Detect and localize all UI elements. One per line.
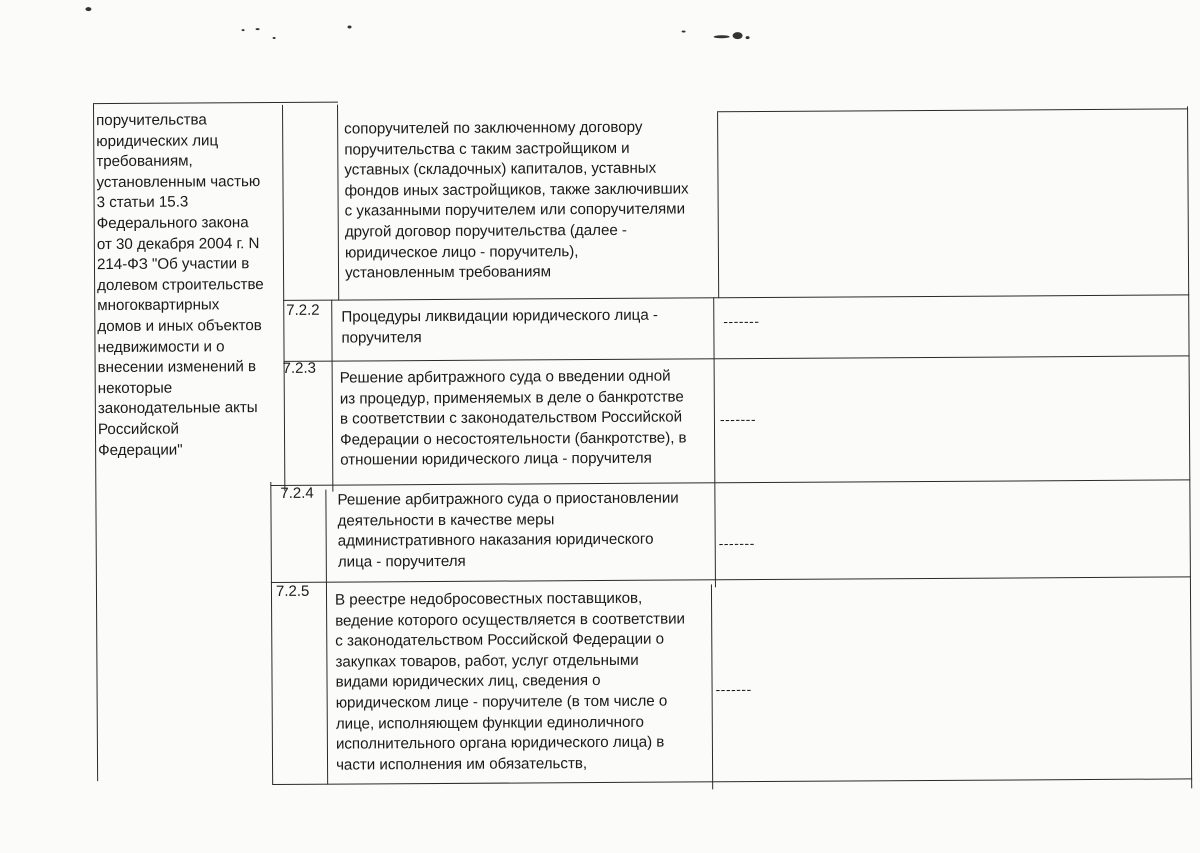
row-value: ------- <box>719 411 757 428</box>
row-separator <box>283 294 1189 301</box>
scan-specks <box>0 0 1197 4</box>
row-separator <box>270 479 1190 486</box>
row-value: ------- <box>718 535 755 552</box>
row-description: В реестре недобросовестных поставщиков, ведение которого осуществляется в соответствии с законодательством Российской Федерации о закупках товаров, работ, услуг отдельными видами юридических лиц, сведения о юридическом лице - поручителе (в том числе о лице, исполняющем функции единоличного исполнительного органа юридического лица) в части исполнения им обязательств, <box>334 589 686 774</box>
row-separator <box>271 576 1191 583</box>
number-column-divider-2 <box>331 300 334 492</box>
row-value: ------- <box>715 681 752 698</box>
bottom-border <box>272 778 1192 785</box>
number-column-divider <box>337 105 340 301</box>
row-description: Решение арбитражного суда о приостановлении деятельности в качестве меры административного наказания юридического лица - поручителя <box>337 489 679 571</box>
left-column-text: поручительства юридических лиц требованиям, установленным частью 3 статьи 15.3 Федерального закона от 30 декабря 2004 г. N 214-ФЗ "Об участии в долевом строительстве многоквартирных домов и иных объектов недвижимости и о внесении изменений в некоторые законодательные акты Российской Федерации" <box>96 111 264 459</box>
row-continuation-description: сопоручителей по заключенному договору поручительства с таким застройщиком и уставных (складочных) капиталов, уставных фондов иных застройщиков, также заключивших с указанными поручителем или сопоручителями другой договор поручительства (далее - юридическое лицо - поручитель), установленным требованиям <box>344 118 689 282</box>
right-table-border <box>1187 106 1193 788</box>
number-column-border <box>270 482 273 784</box>
row-number: 7.2.4 <box>280 484 314 502</box>
row-value: ------- <box>723 313 760 330</box>
row-description: Процедуры ликвидации юридического лица - поручителя <box>341 306 658 347</box>
row-description: Решение арбитражного суда о введении одной из процедур, применяемых в деле о банкротстве в соответствии с законодательством Российской Федерации о несостоятельности (банкротстве), в отношении юридического лица - поручителя <box>339 367 687 469</box>
description-column-divider <box>717 112 720 298</box>
row-number: 7.2.5 <box>275 582 310 600</box>
row-number: 7.2.3 <box>282 359 317 377</box>
number-column-divider-3 <box>325 490 328 785</box>
row-separator <box>284 355 1190 362</box>
row-number: 7.2.2 <box>286 301 320 319</box>
top-border <box>93 102 338 105</box>
top-border-value <box>717 108 1188 112</box>
